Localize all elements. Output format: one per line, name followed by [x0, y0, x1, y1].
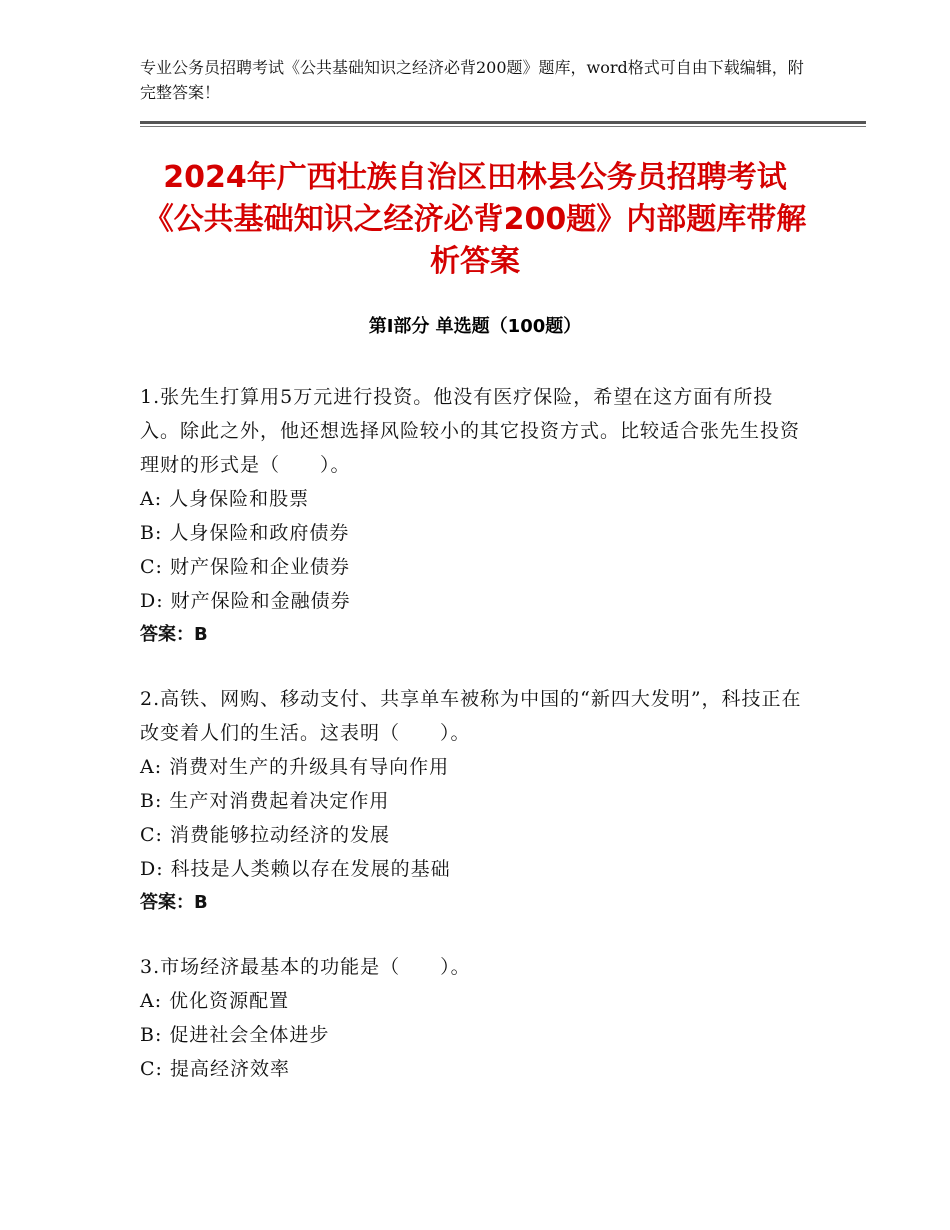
option-c: C: 消费能够拉动经济的发展 — [140, 824, 390, 846]
question-list — [140, 380, 810, 1116]
question-2 — [140, 682, 810, 920]
option-d: D: 财产保险和金融债券 — [140, 590, 351, 612]
document-title: 2024年广西壮族自治区田林县公务员招聘考试《公共基础知识之经济必背200题》内部题库带解析答案 — [143, 160, 807, 279]
option-a: A: 消费对生产的升级具有导向作用 — [140, 756, 450, 778]
option-a: A: 优化资源配置 — [140, 990, 290, 1012]
option-b: B: 生产对消费起着决定作用 — [140, 790, 390, 812]
option-b: B: 促进社会全体进步 — [140, 1024, 330, 1046]
question-stem: 1.张先生打算用5万元进行投资。他没有医疗保险，希望在这方面有所投入。除此之外，他还想选择风险较小的其它投资方式。比较适合张先生投资理财的形式是（ ）。 — [140, 386, 801, 476]
question-1 — [140, 380, 810, 652]
section-heading: 第Ⅰ部分 单选题（100题） — [368, 316, 582, 337]
header-divider-thick — [140, 121, 866, 124]
option-c: C: 财产保险和企业债券 — [140, 556, 350, 578]
question-3 — [140, 950, 810, 1086]
option-a: A: 人身保险和股票 — [140, 488, 310, 510]
option-c: C: 提高经济效率 — [140, 1058, 290, 1080]
answer-label: 答案：B — [140, 624, 208, 645]
option-d: D: 科技是人类赖以存在发展的基础 — [140, 858, 451, 880]
header-divider-thin — [140, 126, 866, 127]
question-stem: 3.市场经济最基本的功能是（ ）。 — [140, 956, 471, 978]
answer-label: 答案：B — [140, 892, 208, 913]
question-stem: 2.高铁、网购、移动支付、共享单车被称为中国的“新四大发明”，科技正在改变着人们的生活。这表明（ ）。 — [140, 688, 802, 744]
option-b: B: 人身保险和政府债券 — [140, 522, 350, 544]
header-note: 专业公务员招聘考试《公共基础知识之经济必背200题》题库，word格式可自由下载编辑，附完整答案！ — [140, 58, 804, 102]
